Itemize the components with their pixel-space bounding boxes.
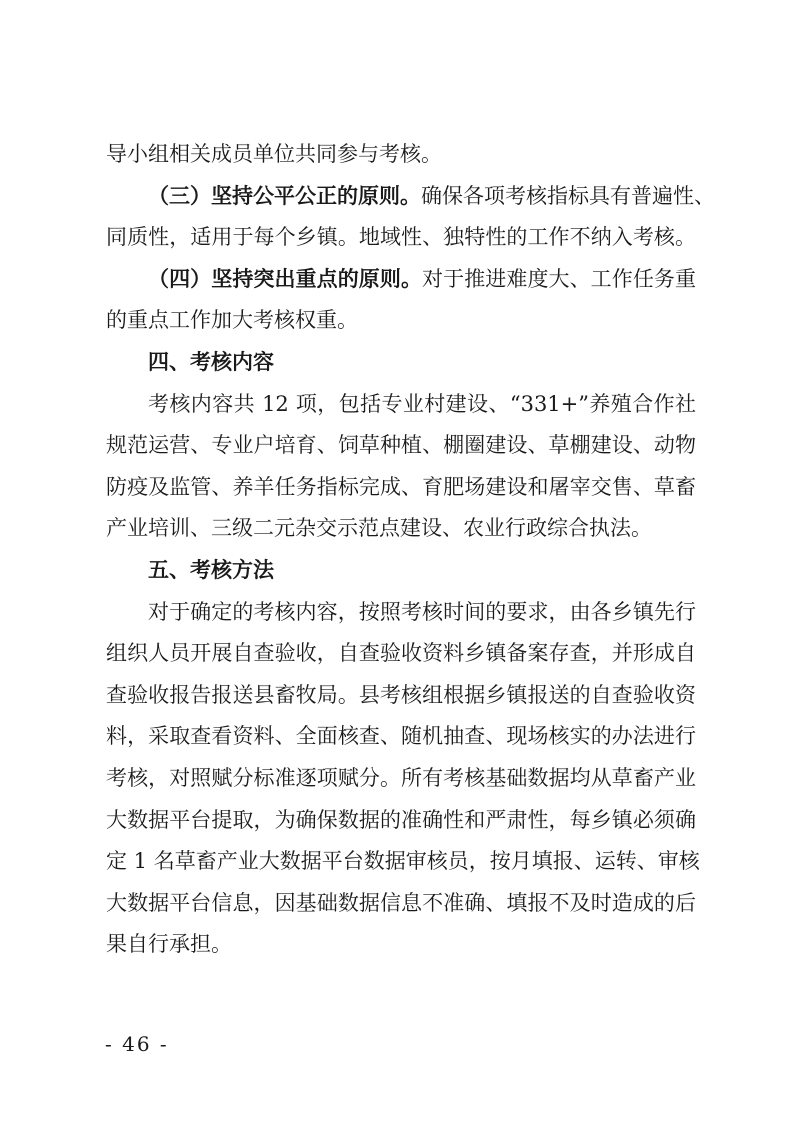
paragraph-line: 组织人员开展自查验收，自查验收资料乡镇备案存查，并形成自 <box>106 641 696 665</box>
paragraph-line: 产业培训、三级二元杂交示范点建设、农业行政综合执法。 <box>106 516 652 540</box>
paragraph-line: 对于确定的考核内容，按照考核时间的要求，由各乡镇先行 <box>148 600 696 624</box>
section-heading-assessment-method: 五、考核方法 <box>148 557 274 582</box>
paragraph-line: 的重点工作加大考核权重。 <box>106 308 358 332</box>
paragraph-line: 考核，对照赋分标准逐项赋分。所有考核基础数据均从草畜产业 <box>106 766 696 790</box>
principle-four-title: （四）坚持突出重点的原则。 <box>148 266 423 291</box>
paragraph-line: 大数据平台信息，因基础数据信息不准确、填报不及时造成的后 <box>106 891 696 915</box>
paragraph-line: 同质性，适用于每个乡镇。地域性、独特性的工作不纳入考核。 <box>106 225 696 249</box>
section-heading-assessment-content: 四、考核内容 <box>148 349 274 374</box>
page-number: - 46 - <box>105 1032 169 1056</box>
paragraph-line: 果自行承担。 <box>106 932 232 956</box>
paragraph-line: 大数据平台提取，为确保数据的准确性和严肃性，每乡镇必须确 <box>106 808 696 832</box>
principle-three-text: 确保各项考核指标具有普遍性、 <box>421 184 715 208</box>
paragraph-line: 防疫及监管、养羊任务指标完成、育肥场建设和屠宰交售、草畜 <box>106 475 696 499</box>
paragraph-line: 考核内容共 12 项，包括专业村建设、“331+”养殖合作社 <box>148 392 696 416</box>
paragraph-line: 定 1 名草畜产业大数据平台数据审核员，按月填报、运转、审核 <box>106 849 700 873</box>
principle-four-text: 对于推进难度大、工作任务重 <box>422 267 697 291</box>
paragraph-line: 导小组相关成员单位共同参与考核。 <box>106 142 442 166</box>
paragraph-line: 料，采取查看资料、全面核查、随机抽查、现场核实的办法进行 <box>106 724 696 748</box>
principle-three-line <box>148 181 715 211</box>
paragraph-line: 规范运营、专业户培育、饲草种植、棚圈建设、草棚建设、动物 <box>106 433 696 457</box>
paragraph-line: 查验收报告报送县畜牧局。县考核组根据乡镇报送的自查验收资 <box>106 683 696 707</box>
principle-four-line <box>148 264 696 294</box>
principle-three-title: （三）坚持公平公正的原则。 <box>148 183 421 208</box>
